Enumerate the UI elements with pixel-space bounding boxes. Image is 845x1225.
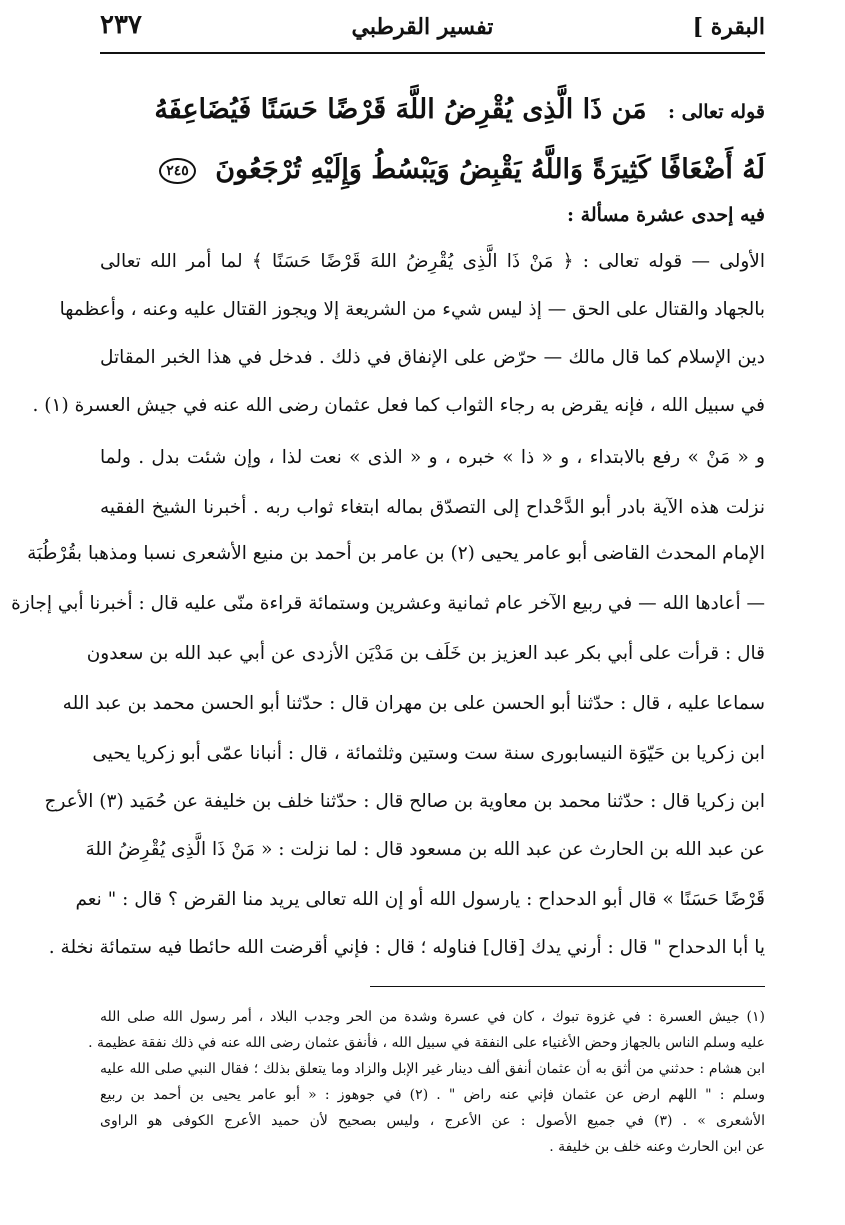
body-line: و « مَنْ » رفع بالابتداء ، و « ذا » خبره ، و « الذى » نعت لذا ، وإن شئت بدل . ولما xyxy=(100,447,765,468)
surah-name: البقرة ] xyxy=(692,14,765,40)
body-line: قال : قرأت على أبي بكر عبد العزيز بن خَلَف بن مَدْيَن الأزدى عن أبي عبد الله بن سعدون xyxy=(86,643,765,664)
body-line: سماعا عليه ، قال : حدّثنا أبو الحسن على بن مهران قال : حدّثنا أبو الحسن محمد بن عبد الله xyxy=(62,693,765,714)
footnote-line: الأشعرى » . (٣) في جميع الأصول : عن الأعرج ، وليس بصحيح لأن حميد الأعرج الكوفى هو الراوى xyxy=(100,1113,765,1129)
verse-line-2 xyxy=(96,142,765,198)
page-number: ٢٣٧ xyxy=(100,10,142,40)
body-line: عن عبد الله بن الحارث عن عبد الله بن مسعود قال : لما نزلت : « مَنْ ذَا الَّذِى يُقْرِضُ اللهَ xyxy=(85,839,765,860)
body-line: دين الإسلام كما قال مالك — حرّض على الإنفاق في ذلك . فدخل في هذا الخبر المقاتل xyxy=(100,347,765,368)
footnote-line: ابن هشام : حدثني من أثق به أن عثمان أنفق ألف دينار غير الإبل والزاد وما يتعلق بذلك ؛ فقال النبي صلى الله عليه xyxy=(100,1061,765,1077)
footnote-line: عن ابن الحارث وعنه خلف بن خليفة . xyxy=(549,1139,765,1155)
body-line: بالجهاد والقتال على الحق — إذ ليس شيء من الشريعة إلا ويجوز القتال عليه وعنه ، وأعظمها xyxy=(59,299,765,320)
verse-text-1: مَن ذَا الَّذِى يُقْرِضُ اللَّهَ قَرْضًا حَسَنًا فَيُضَاعِفَهُ xyxy=(154,94,647,125)
body-line: قَرْضًا حَسَنًا » قال أبو الدحداح : يارسول الله أو إن الله تعالى يريد منا القرض ؟ قال : " نعم xyxy=(75,889,765,910)
verse-line-1 xyxy=(96,82,765,138)
body-line: ابن زكريا قال : حدّثنا محمد بن معاوية بن صالح قال : حدّثنا خلف بن خليفة عن حُمَيد (٣) الأعرج xyxy=(44,791,765,812)
body-line: الإمام المحدث القاضى أبو عامر يحيى (٢) بن عامر بن أحمد بن منيع الأشعرى نسبا ومذهبا بقُرْطُبَة xyxy=(27,543,765,564)
body-line: يا أبا الدحداح " قال : أرني يدك [قال] فناوله ؛ قال : فإني أقرضت الله حائطا فيه ستمائة نخلة . xyxy=(48,937,765,958)
body-line: ابن زكريا بن حَيّوَة النيسابورى سنة ست وستين وثلثمائة ، قال : أنبانا عمّى أبو زكريا يحيى xyxy=(92,743,765,764)
footnote-line: عليه وسلم الناس بالجهاز وحض الأغنياء على النفقة في سبيل الله ، فأنفق عثمان رضى الله عنه في ذلك نفقة عظيمة . xyxy=(88,1035,765,1051)
ayah-number-badge: ٢٤٥ xyxy=(159,158,196,184)
body-line: نزلت هذه الآية بادر أبو الدَّحْداح إلى التصدّق بماله ابتغاء ثواب ربه . أخبرنا الشيخ الفقيه xyxy=(100,497,765,518)
header-rule xyxy=(100,52,765,54)
section-heading: فيه إحدى عشرة مسألة : xyxy=(567,204,765,226)
body-line: الأولى — قوله تعالى : ﴿ مَنْ ذَا الَّذِى يُقْرِضُ اللهَ قَرْضًا حَسَنًا ﴾ لما أمر الله تعالى xyxy=(100,251,765,272)
verse-text-2: لَهُ أَضْعَافًا كَثِيرَةً وَاللَّهُ يَقْبِضُ وَيَبْسُطُ وَإِلَيْهِ تُرْجَعُونَ xyxy=(215,154,765,185)
body-line: في سبيل الله ، فإنه يقرض به رجاء الثواب كما فعل عثمان رضى الله عنه في جيش العسرة (١) . xyxy=(32,395,765,416)
body-line: — أعادها الله — في ربيع الآخر عام ثمانية وعشرين وستمائة قراءة منّى عليه قال : أخبرنا أبي إجازة xyxy=(11,593,765,614)
footnote-line: (١) جيش العسرة : في غزوة تبوك ، كان في عسرة وشدة من الحر وجدب البلاد ، أمر رسول الله صلى الله xyxy=(100,1009,765,1025)
footnote-line: وسلم : " اللهم ارض عن عثمان فإني عنه راض " . (٢) في جوهوز : « أبو عامر يحيى بن أحمد بن ربيع xyxy=(100,1087,766,1103)
verse-lead: قوله تعالى : xyxy=(668,101,765,123)
book-title: تفسير القرطبي xyxy=(351,14,494,40)
footnote-rule xyxy=(370,986,765,987)
